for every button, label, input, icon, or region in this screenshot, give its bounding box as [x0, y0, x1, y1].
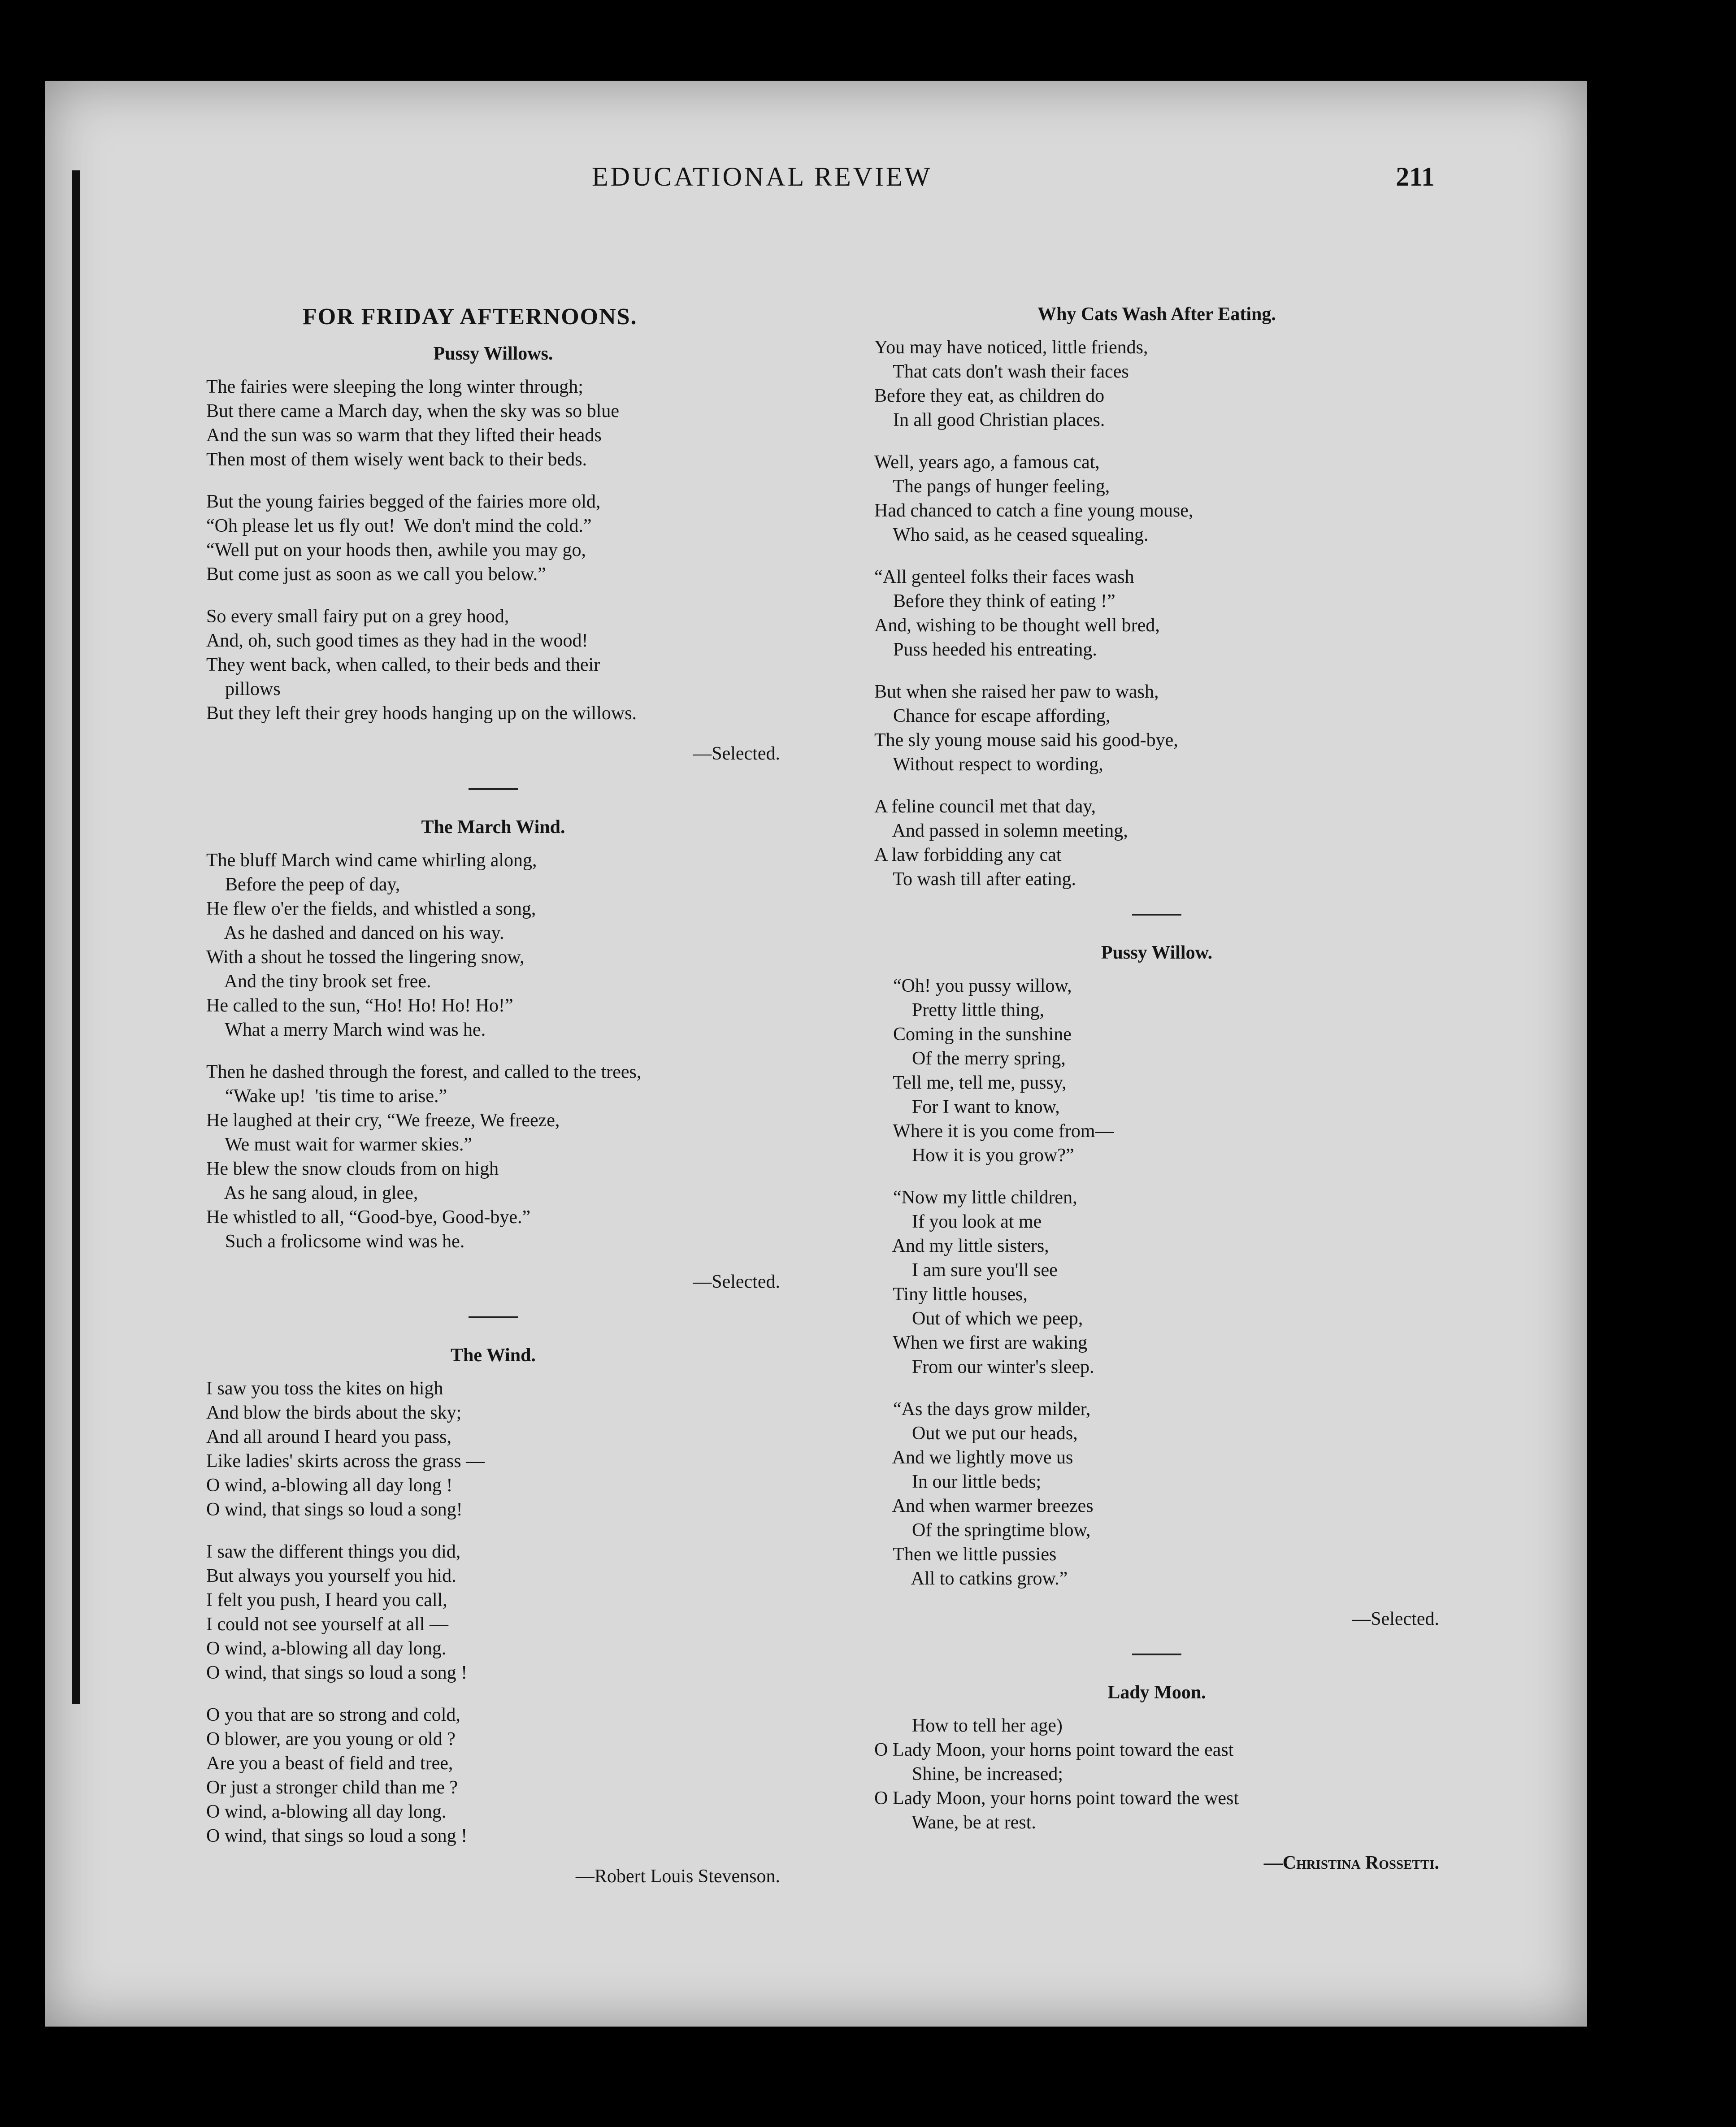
poem-line: How it is you grow?” — [874, 1145, 1074, 1166]
poem-line: And all around I heard you pass, — [206, 1427, 452, 1447]
poem-line: And passed in solemn meeting, — [874, 820, 1128, 841]
poem-pussy-willows — [206, 342, 780, 766]
poem-line: And the sun was so warm that they lifted their heads — [206, 425, 602, 446]
poem-line: So every small fairy put on a grey hood, — [206, 606, 509, 627]
poem-line: A feline council met that day, — [874, 796, 1096, 817]
section-divider — [1132, 914, 1181, 916]
poem-line: O wind, that sings so loud a song ! — [206, 1826, 468, 1846]
poem-line: Such a frolicsome wind was he. — [206, 1231, 465, 1252]
poem-line: You may have noticed, little friends, — [874, 337, 1148, 358]
poem-line: And we lightly move us — [874, 1447, 1073, 1468]
poem-line: Out of which we peep, — [874, 1308, 1083, 1329]
poem-line: Then we little pussies — [874, 1544, 1057, 1565]
poem-line: “Oh! you pussy willow, — [874, 976, 1072, 996]
poem-line: Before they eat, as children do — [874, 386, 1105, 406]
poem-line: O wind, that sings so loud a song! — [206, 1499, 463, 1520]
book-spine-shadow — [45, 170, 80, 1704]
section-divider — [469, 788, 518, 790]
poem-line: Shine, be increased; — [874, 1764, 1063, 1784]
stanza — [206, 490, 780, 586]
poem-attribution: —Robert Louis Stevenson. — [575, 1866, 780, 1887]
section-divider — [469, 1316, 518, 1318]
stanza — [874, 450, 1439, 547]
poem-line: “All genteel folks their faces wash — [874, 567, 1134, 587]
poem-line: Then he dashed through the forest, and called to the trees, — [206, 1062, 642, 1082]
poem-line: Chance for escape affording, — [874, 706, 1111, 726]
running-head: EDUCATIONAL REVIEW — [592, 162, 933, 191]
stanza — [874, 1714, 1439, 1835]
poem-line: A law forbidding any cat — [874, 845, 1062, 865]
poem-line: That cats don't wash their faces — [874, 361, 1129, 382]
poem-line: From our winter's sleep. — [874, 1357, 1094, 1377]
stanza — [206, 848, 780, 1042]
poem-line: Out we put our heads, — [874, 1423, 1078, 1444]
poem-line: Pretty little thing, — [874, 1000, 1045, 1020]
stanza — [874, 680, 1439, 777]
poem-line: I felt you push, I heard you call, — [206, 1590, 447, 1610]
poem-line: As he sang aloud, in glee, — [206, 1183, 418, 1203]
poem-line: O Lady Moon, your horns point toward the west — [874, 1788, 1239, 1809]
poem-line: Who said, as he ceased squealing. — [874, 525, 1149, 545]
poem-line: I saw you toss the kites on high — [206, 1378, 443, 1399]
stanza — [874, 794, 1439, 891]
stanza — [874, 565, 1439, 662]
poem-line: The bluff March wind came whirling along, — [206, 850, 537, 871]
poem-line: O wind, a-blowing all day long. — [206, 1638, 447, 1659]
stanza — [874, 335, 1439, 432]
poem-the-wind — [206, 1343, 780, 1888]
poem-line: “Well put on your hoods then, awhile you may go, — [206, 540, 586, 560]
poem-title: Why Cats Wash After Eating. — [1037, 304, 1276, 325]
poem-line: But there came a March day, when the sky was so blue — [206, 401, 619, 421]
poem-line: Had chanced to catch a fine young mouse, — [874, 500, 1194, 521]
poem-attribution: —Christina Rossetti. — [1263, 1853, 1439, 1873]
poem-why-cats-wash-after-eating — [874, 302, 1439, 891]
poem-line: Where it is you come from— — [874, 1121, 1114, 1142]
poem-line: Coming in the sunshine — [874, 1024, 1072, 1045]
poem-line: O wind, that sings so loud a song ! — [206, 1663, 468, 1683]
poem-line: He blew the snow clouds from on high — [206, 1159, 499, 1179]
left-column — [206, 305, 780, 1888]
poem-line: Like ladies' skirts across the grass — — [206, 1451, 485, 1472]
poem-lady-moon — [874, 1680, 1439, 1875]
poem-line: “Wake up! 'tis time to arise.” — [206, 1086, 447, 1107]
poem-line: Or just a stronger child than me ? — [206, 1777, 458, 1798]
stanza — [206, 604, 780, 725]
stanza — [206, 375, 780, 472]
poem-line: O Lady Moon, your horns point toward the east — [874, 1740, 1234, 1760]
poem-line: O blower, are you young or old ? — [206, 1729, 456, 1749]
poem-attribution: —Selected. — [693, 743, 780, 764]
poem-line: What a merry March wind was he. — [206, 1020, 486, 1040]
poem-attribution: —Selected. — [1352, 1609, 1439, 1629]
poem-line: He whistled to all, “Good-bye, Good-bye.” — [206, 1207, 531, 1228]
poem-line: We must wait for warmer skies.” — [206, 1134, 473, 1155]
poem-line: When we first are waking — [874, 1333, 1088, 1353]
poem-line: And, oh, such good times as they had in the wood! — [206, 630, 588, 651]
poem-line: The sly young mouse said his good-bye, — [874, 730, 1178, 751]
poem-line: And the tiny brook set free. — [206, 971, 431, 992]
section-title: FOR FRIDAY AFTERNOONS. — [303, 304, 638, 330]
poem-line: In all good Christian places. — [874, 410, 1105, 430]
poem-title: Pussy Willows. — [433, 343, 553, 364]
poem-line: I could not see yourself at all — — [206, 1614, 449, 1635]
poem-the-march-wind — [206, 815, 780, 1294]
poem-line: “Oh please let us fly out! We don't mind the cold.” — [206, 516, 592, 536]
stanza — [874, 974, 1439, 1168]
poem-line: “Now my little children, — [874, 1187, 1077, 1208]
poem-line: But always you yourself you hid. — [206, 1566, 456, 1586]
poem-line: If you look at me — [874, 1211, 1042, 1232]
poem-line: Then most of them wisely went back to their beds. — [206, 449, 587, 470]
page-number: 211 — [1396, 162, 1435, 191]
poem-line: For I want to know, — [874, 1097, 1060, 1117]
stanza — [874, 1397, 1439, 1591]
poem-line: Tell me, tell me, pussy, — [874, 1072, 1067, 1093]
poem-line: Of the springtime blow, — [874, 1520, 1091, 1541]
poem-line: I saw the different things you did, — [206, 1541, 461, 1562]
poem-line: But the young fairies begged of the fairies more old, — [206, 491, 601, 512]
poem-line: And my little sisters, — [874, 1236, 1049, 1256]
section-divider — [1132, 1654, 1181, 1655]
poem-line: He called to the sun, “Ho! Ho! Ho! Ho!” — [206, 995, 513, 1016]
poem-line: But when she raised her paw to wash, — [874, 682, 1159, 702]
poem-title: The Wind. — [451, 1345, 536, 1366]
poem-line: Are you a beast of field and tree, — [206, 1753, 453, 1774]
poem-line: But they left their grey hoods hanging up on the willows. — [206, 703, 637, 724]
poem-line: They went back, when called, to their beds and their — [206, 655, 600, 675]
poem-line: All to catkins grow.” — [874, 1568, 1068, 1589]
poem-line: And, wishing to be thought well bred, — [874, 615, 1160, 636]
poem-line: Puss heeded his entreating. — [874, 639, 1097, 660]
poem-line: Of the merry spring, — [874, 1048, 1066, 1069]
stanza — [206, 1703, 780, 1848]
poem-title: Lady Moon. — [1107, 1682, 1206, 1703]
stanza — [206, 1540, 780, 1685]
poem-line: He laughed at their cry, “We freeze, We freeze, — [206, 1110, 560, 1131]
poem-line: The fairies were sleeping the long winter through; — [206, 377, 583, 397]
poem-line: With a shout he tossed the lingering snow, — [206, 947, 525, 968]
poem-line: O wind, a-blowing all day long. — [206, 1801, 447, 1822]
poem-pussy-willow — [874, 941, 1439, 1631]
poem-line: Well, years ago, a famous cat, — [874, 452, 1100, 473]
poem-line: O wind, a-blowing all day long ! — [206, 1475, 453, 1496]
stanza — [206, 1376, 780, 1522]
poem-line: How to tell her age) — [874, 1715, 1063, 1736]
poem-line: And when warmer breezes — [874, 1496, 1094, 1516]
poem-title: The March Wind. — [421, 817, 565, 838]
poem-line: To wash till after eating. — [874, 869, 1076, 890]
stanza — [206, 1060, 780, 1254]
poem-line: As he dashed and danced on his way. — [206, 923, 504, 943]
poem-line: Before the peep of day, — [206, 874, 400, 895]
poem-line: He flew o'er the fields, and whistled a song, — [206, 899, 536, 919]
poem-line: Tiny little houses, — [874, 1284, 1028, 1305]
poem-attribution: —Selected. — [693, 1272, 780, 1292]
poem-line: Wane, be at rest. — [874, 1812, 1036, 1833]
poem-line: Before they think of eating !” — [874, 591, 1115, 612]
poem-line: pillows — [206, 679, 281, 699]
poem-line: And blow the birds about the sky; — [206, 1402, 462, 1423]
poem-title: Pussy Willow. — [1101, 942, 1213, 963]
poem-line: But come just as soon as we call you below.” — [206, 564, 546, 585]
poem-line: In our little beds; — [874, 1472, 1042, 1492]
right-column — [874, 296, 1439, 1875]
stanza — [874, 1185, 1439, 1379]
poem-line: Without respect to wording, — [874, 754, 1103, 775]
poem-line: O you that are so strong and cold, — [206, 1705, 460, 1725]
poem-line: The pangs of hunger feeling, — [874, 476, 1110, 497]
poem-line: “As the days grow milder, — [874, 1399, 1091, 1419]
poem-line: I am sure you'll see — [874, 1260, 1058, 1281]
